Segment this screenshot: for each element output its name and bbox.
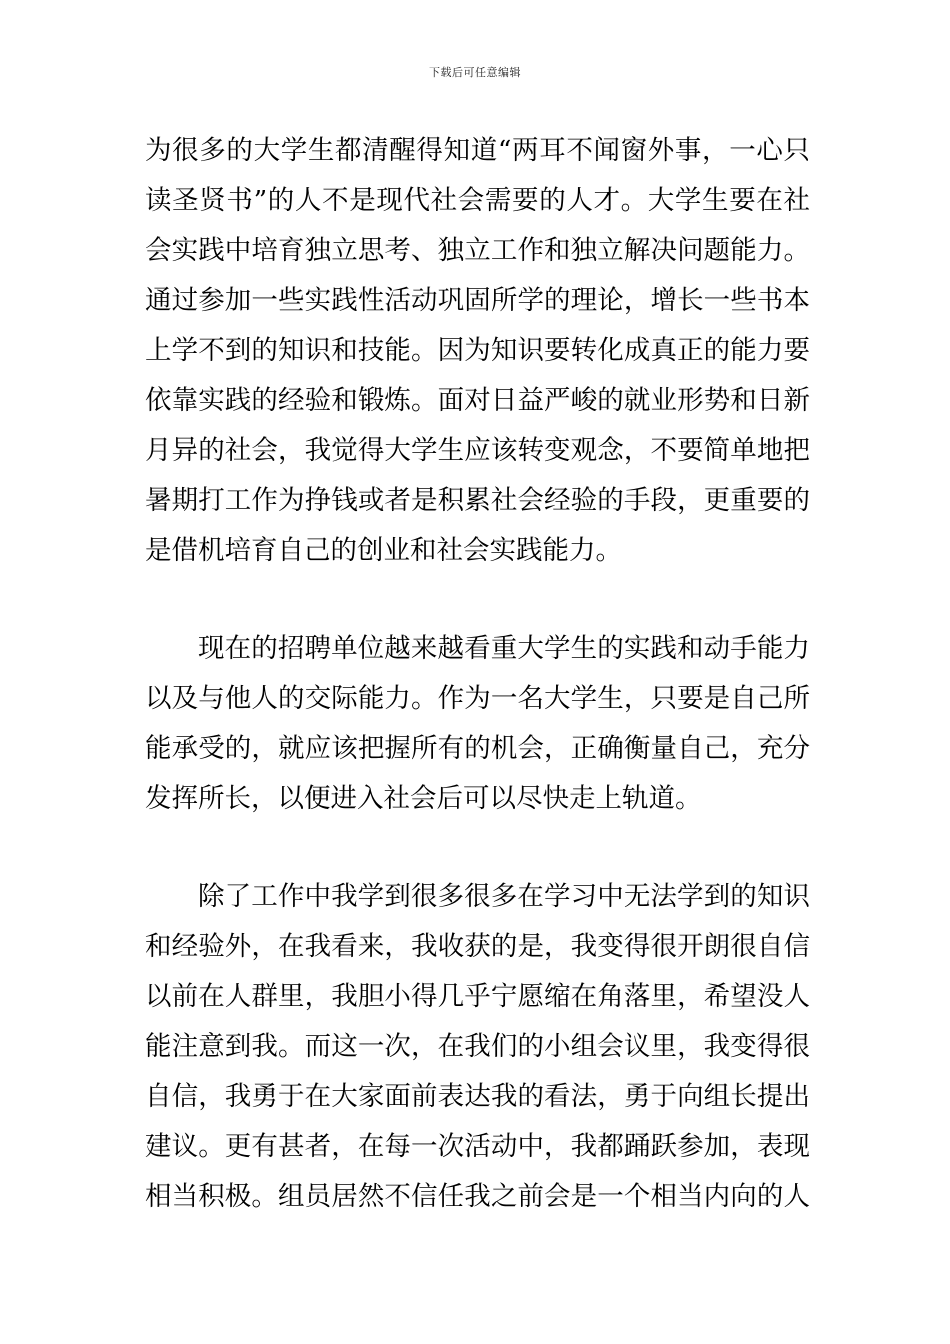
text-line: 以前在人群里，我胆小得几乎宁愿缩在角落里，希望没人 [145,981,810,1012]
paragraph-1 [145,126,810,576]
text-line: 是借机培育自己的创业和社会实践能力。 [145,535,622,566]
text-line: 暑期打工作为挣钱或者是积累社会经验的手段，更重要的 [145,485,810,516]
text-line: 和经验外，在我看来，我收获的是，我变得很开朗很自信 [145,931,810,962]
paragraph-3 [145,872,810,1222]
text-line: 自信，我勇于在大家面前表达我的看法，勇于向组长提出 [145,1081,810,1112]
paragraph-2 [145,624,810,824]
text-line: 为很多的大学生都清醒得知道“两耳不闻窗外事，一心只 [145,135,810,166]
text-line: 建议。更有甚者，在每一次活动中，我都踊跃参加，表现 [145,1131,810,1162]
text-line: 通过参加一些实践性活动巩固所学的理论，增长一些书本 [145,285,810,316]
text-line: 现在的招聘单位越来越看重大学生的实践和动手能力 [198,633,810,664]
text-line: 上学不到的知识和技能。因为知识要转化成真正的能力要 [145,335,810,366]
text-line: 相当积极。组员居然不信任我之前会是一个相当内向的人 [145,1181,810,1212]
text-line: 读圣贤书”的人不是现代社会需要的人才。大学生要在社 [145,185,810,216]
text-line: 以及与他人的交际能力。作为一名大学生，只要是自己所 [145,683,810,714]
text-line: 能注意到我。而这一次，在我们的小组会议里，我变得很 [145,1031,810,1062]
text-line: 除了工作中我学到很多很多在学习中无法学到的知识 [198,881,810,912]
text-line: 发挥所长，以便进入社会后可以尽快走上轨道。 [145,783,702,814]
text-line: 月异的社会，我觉得大学生应该转变观念，不要简单地把 [145,435,810,466]
text-line: 依靠实践的经验和锻炼。面对日益严峻的就业形势和日新 [145,385,810,416]
text-line: 能承受的，就应该把握所有的机会，正确衡量自己，充分 [145,733,810,764]
text-line: 会实践中培育独立思考、独立工作和独立解决问题能力。 [145,235,810,266]
page-header: 下载后可任意编辑 [429,66,521,79]
